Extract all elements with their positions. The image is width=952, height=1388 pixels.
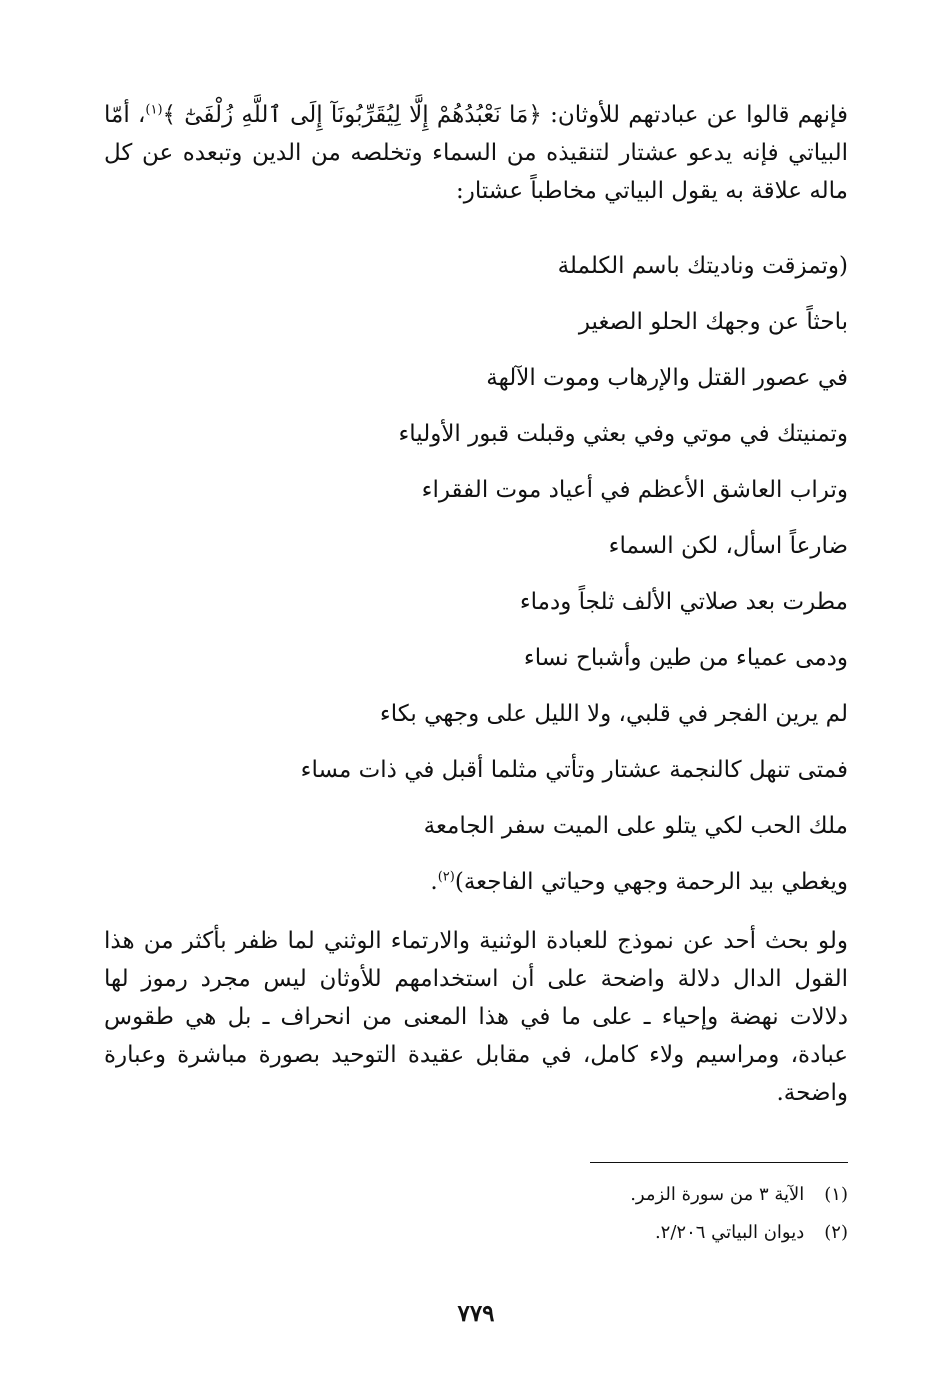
poem-line: في عصور القتل والإرهاب وموت الآلهة (486, 365, 848, 391)
footnote-text: الآية ٣ من سورة الزمر. (630, 1184, 805, 1205)
poem-line: مطرت بعد صلاتي الألف ثلجاً ودماء (519, 589, 848, 615)
poem-line: لم يرين الفجر في قلبي، ولا الليل على وجهي بكاء (379, 701, 848, 727)
poem-last-line-end: . (430, 869, 438, 895)
poem-line: ضارعاً اسأل، لكن السماء (608, 533, 848, 559)
poem-line: ودمى عمياء من طين وأشباح نساء (523, 645, 848, 671)
poem-line-last (104, 854, 848, 910)
footnotes-section (104, 1176, 848, 1252)
page-number: ٧٧٩ (457, 1300, 495, 1327)
footnote-item (104, 1176, 848, 1214)
poem-line: فمتى تنهل كالنجمة عشتار وتأتي مثلما أقبل في ذات مساء (300, 757, 848, 783)
poem-block (104, 238, 848, 910)
poem-last-line-text: ويغطي بيد الرحمة وجهي وحياتي الفاجعة) (454, 869, 848, 895)
footnote-number: (١) (824, 1184, 848, 1205)
footnote-item (104, 1214, 848, 1252)
poem-line: ملك الحب لكي يتلو على الميت سفر الجامعة (423, 813, 848, 839)
footnote-ref-2: (٢) (437, 869, 455, 885)
footnote-text: ديوان البياتي ٢/٢٠٦. (654, 1222, 805, 1243)
poem-line: باحثاً عن وجهك الحلو الصغير (578, 309, 848, 335)
closing-paragraph: ولو بحث أحد عن نموذج للعبادة الوثنية والارتماء الوثني لما ظفر بأكثر من هذا القول الدال دلالة واضحة على أن استخدامهم للأوثان ليس مجرد رموز لها دلالات نهضة وإحياء ـ على ما في هذا المعنى من انحراف ـ بل هي طقوس عبادة، ومراسيم ولاء كامل، في مقابل عقيدة التوحيد بصورة مباشرة وعبارة واضحة. (104, 928, 848, 1106)
intro-paragraph (104, 96, 848, 210)
poem-line: وتمنيتك في موتي وفي بعثي وقبلت قبور الأولياء (398, 421, 848, 447)
intro-text-start: فإنهم قالوا عن عبادتهم للأوثان: ﴿مَا نَعْبُدُهُمْ إِلَّا لِيُقَرِّبُونَآ إِلَى ٱللَّهِ زُلْفَىٰٓ ﴾ (162, 102, 848, 128)
poem-line: وتراب العاشق الأعظم في أعياد موت الفقراء (421, 477, 848, 503)
footnote-number: (٢) (824, 1222, 848, 1243)
footnote-divider (590, 1162, 848, 1163)
footnote-ref-1: (١) (145, 102, 163, 118)
poem-line: (وتمزقت وناديتك باسم الكلملة (557, 253, 848, 279)
intro-text-end: ، أمّا البياتي فإنه يدعو عشتار لتنقيذه من السماء وتخلصه من الدين وتبعده عن كل ماله علاقة به يقول البياتي مخاطباً عشتار: (104, 102, 848, 204)
